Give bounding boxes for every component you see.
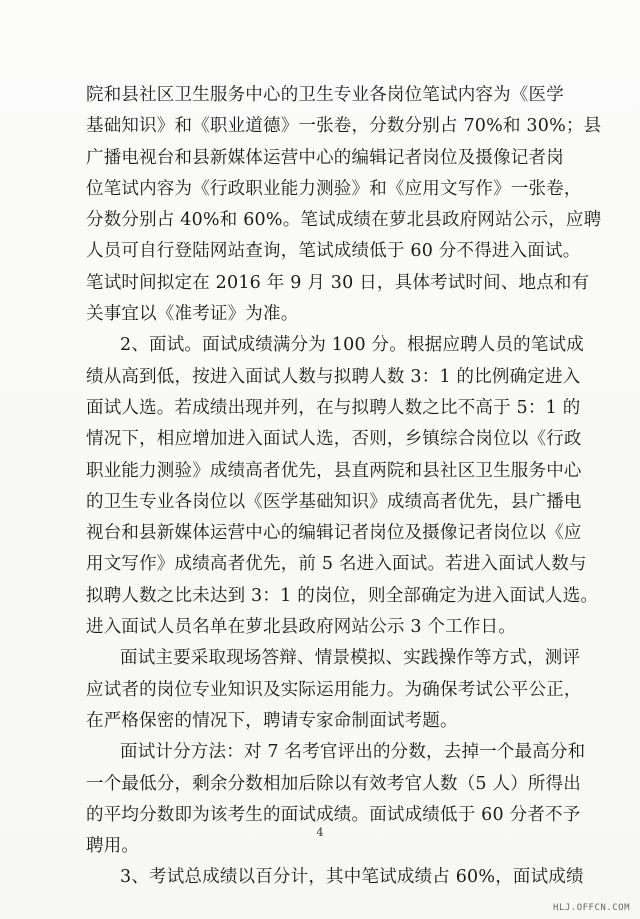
paragraph-written-exam (86, 80, 602, 330)
text-line: 的平均分数即为该考生的面试成绩。面试成绩低于 60 分者不予 (86, 804, 581, 825)
text-line: 应试者的岗位专业知识及实际运用能力。为确保考试公平公正， (86, 679, 582, 700)
paragraph-interview-scoring (86, 737, 586, 862)
watermark: HLJ.OFFCN.COM (553, 903, 630, 913)
text-line: 关事宜以《准考证》为准。 (86, 304, 299, 325)
document-body (86, 80, 602, 894)
text-line: 院和县社区卫生服务中心的卫生专业各岗位笔试内容为《医学 (86, 85, 564, 105)
text-line: 面试人选。若成绩出现并列，在与拟聘人数之比不高于 5：1 的 (86, 397, 581, 418)
text-line: 职业能力测验》成绩高者优先，县直两院和县社区卫生服务中心 (86, 460, 582, 481)
text-line: 分数分别占 40%和 60%。笔试成绩在萝北县政府网站公示，应聘 (86, 210, 602, 231)
text-line: 一个最低分，剩余分数相加后除以有效考官人数（5 人）所得出 (86, 773, 581, 794)
text-line: 进入面试人员名单在萝北县政府网站公示 3 个工作日。 (86, 617, 516, 638)
text-line: 的卫生专业各岗位以《医学基础知识》成绩高者优先，县广播电 (86, 491, 582, 512)
text-line: 面试计分方法：对 7 名考官评出的分数，去掉一个最高分和 (120, 742, 586, 763)
text-line: 拟聘人数之比未达到 3：1 的岗位，则全部确定为进入面试人选。 (86, 585, 599, 606)
text-line: 用文写作》成绩高者优先，前 5 名进入面试。若进入面试人数与 (86, 554, 587, 575)
paragraph-interview-methods (86, 643, 582, 737)
text-line: 情况下，相应增加进入面试人选，否则，乡镇综合岗位以《行政 (86, 429, 582, 450)
page-number: 4 (316, 826, 324, 839)
paragraph-interview (86, 330, 599, 643)
text-line: 聘用。 (86, 836, 140, 857)
text-line: 人员可自行登陆网站查询，笔试成绩低于 60 分不得进入面试。 (86, 241, 581, 262)
text-line: 绩从高到低，按进入面试人数与拟聘人数 3：1 的比例确定进入 (86, 366, 581, 387)
text-line: 基础知识》和《职业道德》一张卷，分数分别占 70%和 30%；县 (86, 116, 602, 137)
text-line: 2、面试。面试成绩满分为 100 分。根据应聘人员的笔试成 (120, 335, 584, 356)
text-line: 笔试时间拟定在 2016 年 9 月 30 日，具体考试时间、地点和有 (86, 272, 590, 293)
paragraph-total-score (86, 862, 584, 893)
text-line: 3、考试总成绩以百分计，其中笔试成绩占 60%，面试成绩 (120, 867, 584, 888)
text-line: 广播电视台和县新媒体运营中心的编辑记者岗位及摄像记者岗 (86, 147, 564, 168)
text-line: 位笔试内容为《行政职业能力测验》和《应用文写作》一张卷， (86, 178, 582, 199)
text-line: 面试主要采取现场答辩、情景模拟、实践操作等方式，测评 (120, 648, 581, 669)
text-line: 视台和县新媒体运营中心的编辑记者岗位及摄像记者岗位以《应 (86, 523, 582, 544)
text-line: 在严格保密的情况下，聘请专家命制面试考题。 (86, 710, 458, 731)
